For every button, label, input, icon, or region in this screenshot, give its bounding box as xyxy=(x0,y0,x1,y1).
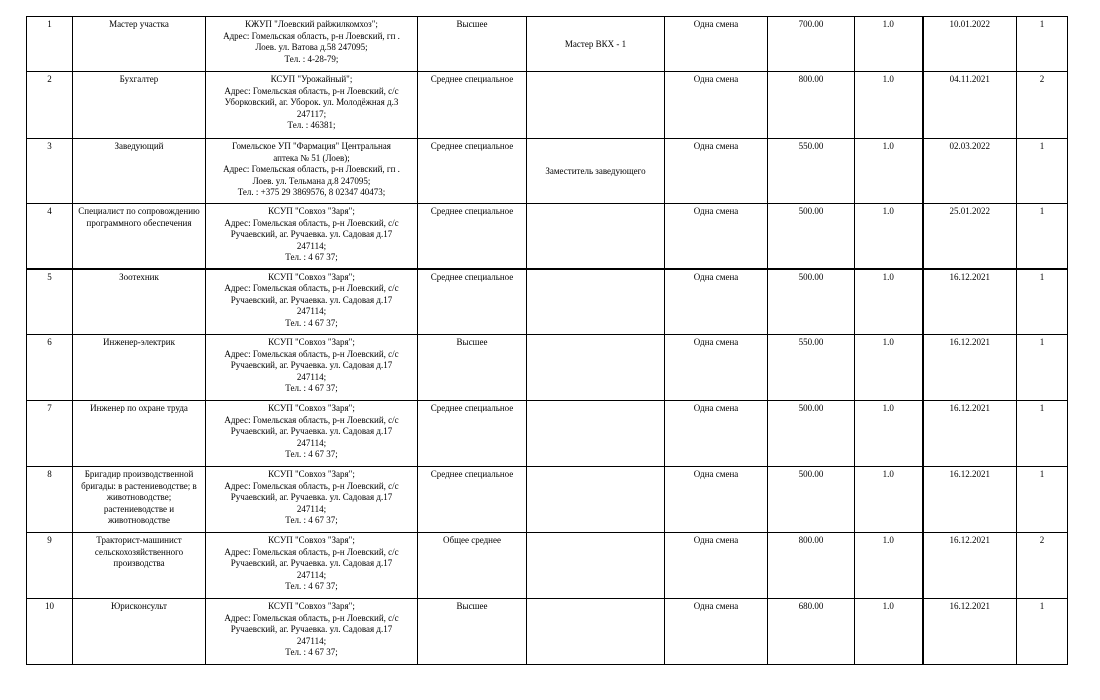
employer-line: Адрес: Гомельская область, р-н Лоевский, с/с xyxy=(224,283,399,293)
employer-line: Ручаевский, аг. Ручаевка. ул. Садовая д.17 xyxy=(230,624,393,634)
rate: 1.0 xyxy=(855,533,923,599)
table-row xyxy=(27,335,1068,401)
shift-type: Одна смена xyxy=(665,335,768,401)
employer-line: КСУП "Урожайный"; xyxy=(270,74,353,84)
employer-line: Тел. : 4 67 37; xyxy=(285,252,338,262)
vacancy-count: 1 xyxy=(1017,139,1068,204)
employer-line: 247114; xyxy=(296,371,327,382)
salary: 500.00 xyxy=(768,401,855,467)
additional-position xyxy=(527,401,665,467)
employer-info xyxy=(206,599,418,665)
shift-type: Одна смена xyxy=(665,599,768,665)
row-number: 3 xyxy=(27,139,73,204)
employer-info xyxy=(206,335,418,401)
employer-line: Адрес: Гомельская область, р-н Лоевский, гп . xyxy=(223,164,400,174)
vacancy-count: 2 xyxy=(1017,533,1068,599)
position-title: Инженер по охране труда xyxy=(73,401,206,467)
vacancy-count: 1 xyxy=(1017,599,1068,665)
employer-line: Лоев. ул. Тельмана д.8 247095; xyxy=(252,175,371,186)
employer-line: Тел. : 4 67 37; xyxy=(285,581,338,591)
shift-type: Одна смена xyxy=(665,17,768,72)
education-level: Среднее специальное xyxy=(418,72,527,139)
employer-line: Адрес: Гомельская область, р-н Лоевский, с/с xyxy=(224,612,399,623)
employer-line: КСУП "Совхоз "Заря"; xyxy=(268,469,355,479)
employer-line: КСУП "Совхоз "Заря"; xyxy=(268,601,355,611)
vacancy-count: 1 xyxy=(1017,335,1068,401)
employer-line: Тел. : +375 29 3869576, 8 02347 40473; xyxy=(237,187,386,197)
employer-line: КСУП "Совхоз "Заря"; xyxy=(268,535,355,545)
employer-info xyxy=(206,72,418,139)
additional-position xyxy=(527,467,665,533)
employer-line: Лоев. ул. Ватова д.58 247095; xyxy=(255,42,368,52)
salary: 550.00 xyxy=(768,139,855,204)
position-title: Специалист по сопровождению программного обеспечения xyxy=(73,204,206,269)
shift-type: Одна смена xyxy=(665,467,768,533)
employer-line: КСУП "Совхоз "Заря"; xyxy=(268,337,355,347)
vacancy-count: 1 xyxy=(1017,204,1068,269)
row-number: 2 xyxy=(27,72,73,139)
posting-date: 16.12.2021 xyxy=(923,533,1017,599)
additional-position xyxy=(527,599,665,665)
shift-type: Одна смена xyxy=(665,139,768,204)
additional-position xyxy=(527,335,665,401)
posting-date: 16.12.2021 xyxy=(923,467,1017,533)
vacancy-count: 1 xyxy=(1017,17,1068,72)
position-title: Юрисконсульт xyxy=(73,599,206,665)
rate: 1.0 xyxy=(855,467,923,533)
education-level: Среднее специальное xyxy=(418,401,527,467)
employer-info xyxy=(206,533,418,599)
employer-info xyxy=(206,204,418,269)
table-row xyxy=(27,139,1068,204)
vacancy-count: 1 xyxy=(1017,269,1068,335)
employer-line: Тел. : 4 67 37; xyxy=(285,515,338,525)
education-level: Среднее специальное xyxy=(418,139,527,204)
employer-line: Гомельское УП "Фармация" Центральная xyxy=(232,141,391,151)
additional-position xyxy=(527,269,665,335)
row-number: 1 xyxy=(27,17,73,72)
employer-info xyxy=(206,139,418,204)
row-number: 6 xyxy=(27,335,73,401)
shift-type: Одна смена xyxy=(665,401,768,467)
employer-line: Адрес: Гомельская область, р-н Лоевский, с/с xyxy=(224,546,399,557)
employer-line: Тел. : 4 67 37; xyxy=(285,449,338,459)
salary: 800.00 xyxy=(768,533,855,599)
education-level: Высшее xyxy=(418,17,527,72)
employer-line: Ручаевский, аг. Ручаевка. ул. Садовая д.17 xyxy=(230,492,393,502)
table-row xyxy=(27,533,1068,599)
education-level: Высшее xyxy=(418,599,527,665)
rate: 1.0 xyxy=(855,599,923,665)
shift-type: Одна смена xyxy=(665,533,768,599)
employer-line: 247114; xyxy=(296,569,327,580)
table-row xyxy=(27,599,1068,665)
vacancy-table xyxy=(26,16,1068,665)
table-row xyxy=(27,204,1068,269)
employer-line: Адрес: Гомельская область, р-н Лоевский, с/с xyxy=(224,414,399,425)
table-row xyxy=(27,17,1068,72)
shift-type: Одна смена xyxy=(665,72,768,139)
row-number: 8 xyxy=(27,467,73,533)
vacancy-sheet xyxy=(26,16,1068,665)
education-level: Высшее xyxy=(418,335,527,401)
employer-line: 247117; xyxy=(296,108,327,119)
employer-line: Ручаевский, аг. Ручаевка. ул. Садовая д.17 xyxy=(230,360,393,370)
employer-line: Уборковский, аг. Уборок. ул. Молодёжная д.3 xyxy=(224,97,399,107)
table-row xyxy=(27,269,1068,335)
rate: 1.0 xyxy=(855,204,923,269)
employer-line: Тел. : 4 67 37; xyxy=(285,647,338,657)
employer-line: 247114; xyxy=(296,437,327,448)
employer-line: Тел. : 4 67 37; xyxy=(285,317,338,328)
position-title: Зоотехник xyxy=(73,269,206,335)
employer-info xyxy=(206,467,418,533)
employer-info xyxy=(206,401,418,467)
additional-position: Мастер ВКХ - 1 xyxy=(527,17,665,72)
vacancy-rows xyxy=(27,17,1068,665)
employer-line: Ручаевский, аг. Ручаевка. ул. Садовая д.17 xyxy=(230,558,393,568)
additional-position xyxy=(527,204,665,269)
posting-date: 10.01.2022 xyxy=(923,17,1017,72)
vacancy-count: 2 xyxy=(1017,72,1068,139)
employer-line: Тел. : 4 67 37; xyxy=(285,383,338,393)
employer-line: КСУП "Совхоз "Заря"; xyxy=(268,403,355,413)
employer-line: Ручаевский, аг. Ручаевка. ул. Садовая д.17 xyxy=(230,229,393,239)
rate: 1.0 xyxy=(855,17,923,72)
employer-line: Адрес: Гомельская область, р-н Лоевский, с/с xyxy=(224,217,399,228)
row-number: 9 xyxy=(27,533,73,599)
row-number: 10 xyxy=(27,599,73,665)
rate: 1.0 xyxy=(855,401,923,467)
position-title: Инженер-электрик xyxy=(73,335,206,401)
rate: 1.0 xyxy=(855,335,923,401)
education-level: Среднее специальное xyxy=(418,269,527,335)
employer-line: аптека № 51 (Лоев); xyxy=(273,152,350,163)
rate: 1.0 xyxy=(855,139,923,204)
shift-type: Одна смена xyxy=(665,204,768,269)
position-title: Заведующий xyxy=(73,139,206,204)
salary: 550.00 xyxy=(768,335,855,401)
employer-line: КСУП "Совхоз "Заря"; xyxy=(268,271,355,282)
rate: 1.0 xyxy=(855,269,923,335)
salary: 800.00 xyxy=(768,72,855,139)
employer-info xyxy=(206,17,418,72)
employer-line: КЖУП "Лоевский райжилкомхоз"; xyxy=(245,19,378,29)
education-level: Среднее специальное xyxy=(418,467,527,533)
posting-date: 25.01.2022 xyxy=(923,204,1017,269)
shift-type: Одна смена xyxy=(665,269,768,335)
salary: 500.00 xyxy=(768,269,855,335)
position-title: Бухгалтер xyxy=(73,72,206,139)
posting-date: 02.03.2022 xyxy=(923,139,1017,204)
row-number: 7 xyxy=(27,401,73,467)
position-title: Бригадир производственной бригады: в растениеводстве; в животноводстве; растениеводстве и животноводстве xyxy=(73,467,206,533)
employer-line: Тел. : 46381; xyxy=(287,120,336,130)
employer-line: 247114; xyxy=(296,503,327,514)
employer-line: Адрес: Гомельская область, р-н Лоевский, с/с xyxy=(224,480,399,491)
salary: 680.00 xyxy=(768,599,855,665)
salary: 500.00 xyxy=(768,467,855,533)
employer-line: КСУП "Совхоз "Заря"; xyxy=(268,206,355,216)
position-title: Мастер участка xyxy=(73,17,206,72)
additional-position: Заместитель заведующего xyxy=(527,139,665,204)
posting-date: 16.12.2021 xyxy=(923,401,1017,467)
employer-line: Адрес: Гомельская область, р-н Лоевский, с/с xyxy=(224,348,399,359)
position-title: Тракторист-машинист сельскохозяйственного производства xyxy=(73,533,206,599)
employer-line: Ручаевский, аг. Ручаевка. ул. Садовая д.17 xyxy=(230,426,393,436)
employer-line: 247114; xyxy=(296,635,327,646)
posting-date: 16.12.2021 xyxy=(923,599,1017,665)
employer-line: Тел. : 4-28-79; xyxy=(284,53,339,64)
row-number: 5 xyxy=(27,269,73,335)
additional-position xyxy=(527,72,665,139)
table-row xyxy=(27,467,1068,533)
table-row xyxy=(27,401,1068,467)
row-number: 4 xyxy=(27,204,73,269)
education-level: Среднее специальное xyxy=(418,204,527,269)
rate: 1.0 xyxy=(855,72,923,139)
posting-date: 04.11.2021 xyxy=(923,72,1017,139)
employer-line: 247114; xyxy=(296,240,327,251)
education-level: Общее среднее xyxy=(418,533,527,599)
employer-line: Адрес: Гомельская область, р-н Лоевский, с/с xyxy=(224,85,399,96)
posting-date: 16.12.2021 xyxy=(923,335,1017,401)
employer-line: Ручаевский, аг. Ручаевка. ул. Садовая д.17 xyxy=(230,294,393,305)
employer-line: Адрес: Гомельская область, р-н Лоевский, гп . xyxy=(223,30,400,41)
employer-line: 247114; xyxy=(296,306,327,316)
vacancy-count: 1 xyxy=(1017,467,1068,533)
salary: 500.00 xyxy=(768,204,855,269)
vacancy-count: 1 xyxy=(1017,401,1068,467)
posting-date: 16.12.2021 xyxy=(923,269,1017,335)
additional-position xyxy=(527,533,665,599)
employer-info xyxy=(206,269,418,335)
table-row xyxy=(27,72,1068,139)
salary: 700.00 xyxy=(768,17,855,72)
